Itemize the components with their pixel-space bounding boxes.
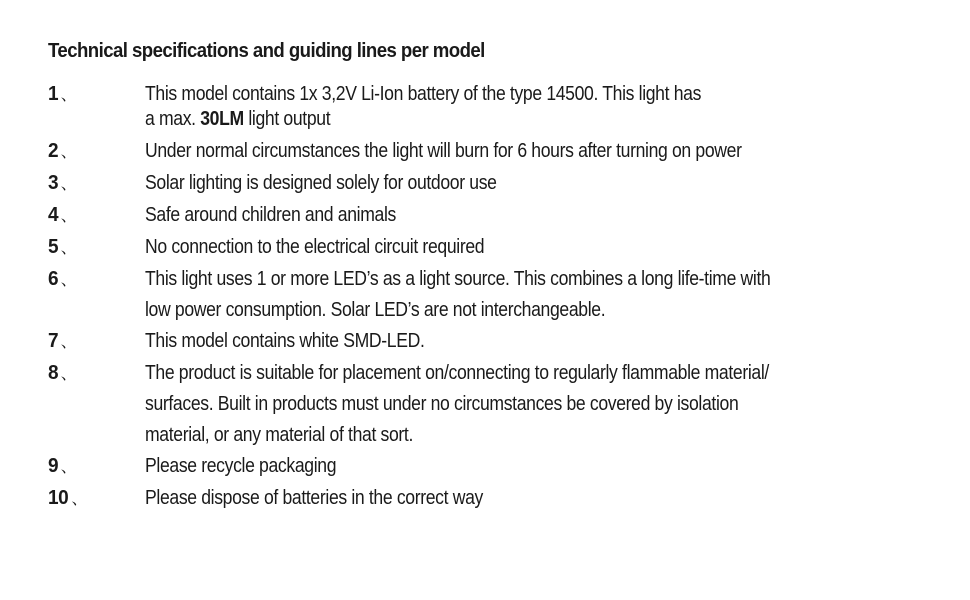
document-title: Technical specifications and guiding lines per model (48, 40, 485, 62)
item-text: Under normal circumstances the light will burn for 6 hours after turning on power (145, 140, 742, 162)
spec-list (48, 82, 928, 515)
item-text: The product is suitable for placement on/connecting to regularly flammable material/ surfaces. Built in products must under no circumstances be covered by isolation material, or any material of that sort. (145, 362, 769, 446)
item-number: 7 、 (48, 330, 77, 352)
item-number: 4 、 (48, 204, 77, 226)
list-item (48, 82, 928, 132)
list-item (48, 264, 928, 326)
list-item (48, 232, 928, 264)
item-number: 3 、 (48, 172, 77, 194)
item-text: Solar lighting is designed solely for outdoor use (145, 172, 497, 194)
item-number: 10 、 (48, 487, 88, 509)
list-item (48, 136, 928, 168)
lumen-value: 30LM (200, 108, 244, 130)
list-item (48, 168, 928, 200)
list-item (48, 326, 928, 358)
item-number: 8 、 (48, 362, 77, 384)
item-text: Safe around children and animals (145, 204, 396, 226)
item-text: This model contains white SMD-LED. (145, 330, 425, 352)
item-number: 9 、 (48, 455, 77, 477)
list-item (48, 200, 928, 232)
item-number: 6 、 (48, 268, 77, 290)
list-item (48, 358, 928, 451)
spec-document (48, 38, 928, 515)
list-item (48, 451, 928, 483)
item-number: 2 、 (48, 140, 77, 162)
item-text: Please dispose of batteries in the correct way (145, 487, 483, 509)
item-text: Please recycle packaging (145, 455, 337, 477)
item-number: 5 、 (48, 236, 77, 258)
item-text: This model contains 1x 3,2V Li-Ion battery of the type 14500. This light has a max. 30LM light output (145, 83, 702, 130)
list-item (48, 483, 928, 515)
item-number: 1 、 (48, 83, 77, 105)
item-text: This light uses 1 or more LED’s as a light source. This combines a long life-time with low power consumption. Solar LED’s are not interchangeable. (145, 268, 771, 321)
item-text: No connection to the electrical circuit required (145, 236, 485, 258)
